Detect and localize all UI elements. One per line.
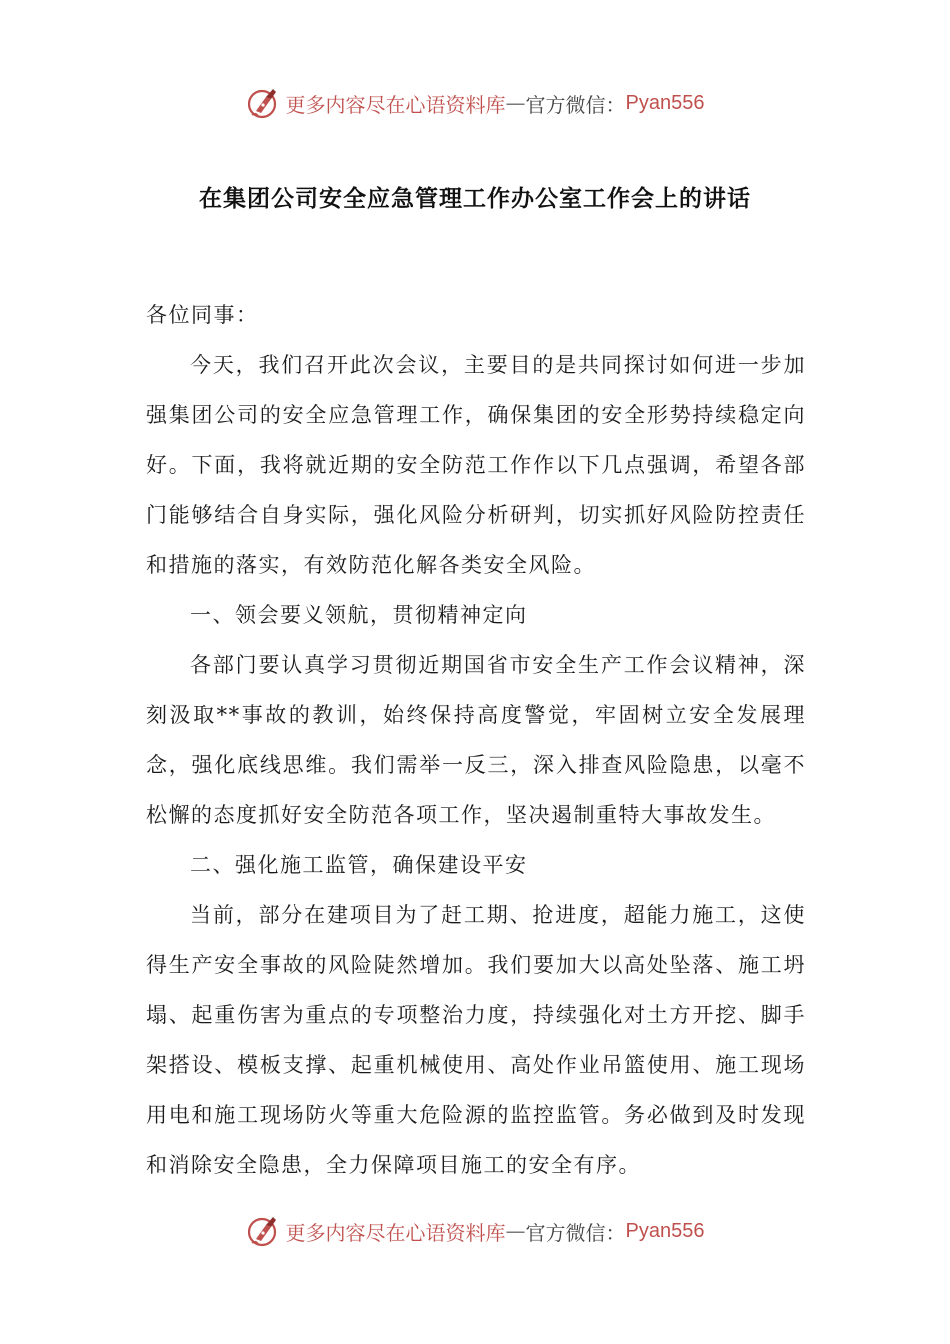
watermark-brand-text: 更多内容尽在心语资料库 [285, 1220, 506, 1245]
paragraph-intro: 今天，我们召开此次会议，主要目的是共同探讨如何进一步加强集团公司的安全应急管理工作，确保集团的安全形势持续稳定向好。下面，我将就近期的安全防范工作作以下几点强调，希望各部门能够结合自身实际，强化风险分析研判，切实抓好风险防控责任和措施的落实，有效防范化解各类安全风险。 [146, 353, 806, 577]
watermark-wechat-id: Pyan556 [625, 1219, 705, 1242]
watermark-banner-top [0, 78, 950, 128]
document-title: 在集团公司安全应急管理工作办公室工作会上的讲话 [199, 186, 751, 212]
watermark-separator: — [505, 1219, 526, 1243]
section-heading-1: 一、领会要义领航，贯彻精神定向 [190, 603, 528, 627]
paragraph-section-1: 各部门要认真学习贯彻近期国省市安全生产工作会议精神，深刻汲取**事故的教训，始终保持高度警觉，牢固树立安全发展理念，强化底线思维。我们需举一反三，深入排查风险隐患，以毫不松懈的态度抓好安全防范各项工作，坚决遏制重特大事故发生。 [146, 653, 806, 827]
watermark-wechat-label: 官方微信： [525, 92, 626, 117]
watermark-brand-text: 更多内容尽在心语资料库 [285, 92, 506, 117]
watermark-wechat-id: Pyan556 [625, 91, 705, 114]
watermark-separator: — [505, 91, 526, 115]
watermark-wechat-label: 官方微信： [525, 1220, 626, 1245]
watermark-banner-bottom [0, 1206, 950, 1256]
document-body [146, 290, 806, 1190]
salutation: 各位同事： [146, 303, 259, 327]
section-heading-2: 二、强化施工监管，确保建设平安 [190, 853, 528, 877]
pen-nib-circle-icon [246, 85, 282, 121]
pen-nib-circle-icon [246, 1213, 282, 1249]
paragraph-section-2: 当前，部分在建项目为了赶工期、抢进度，超能力施工，这使得生产安全事故的风险陡然增加。我们要加大以高处坠落、施工坍塌、起重伤害为重点的专项整治力度，持续强化对土方开挖、脚手架搭设、模板支撑、起重机械使用、高处作业吊篮使用、施工现场用电和施工现场防火等重大危险源的监控监管。务必做到及时发现和消除安全隐患，全力保障项目施工的安全有序。 [146, 903, 806, 1177]
